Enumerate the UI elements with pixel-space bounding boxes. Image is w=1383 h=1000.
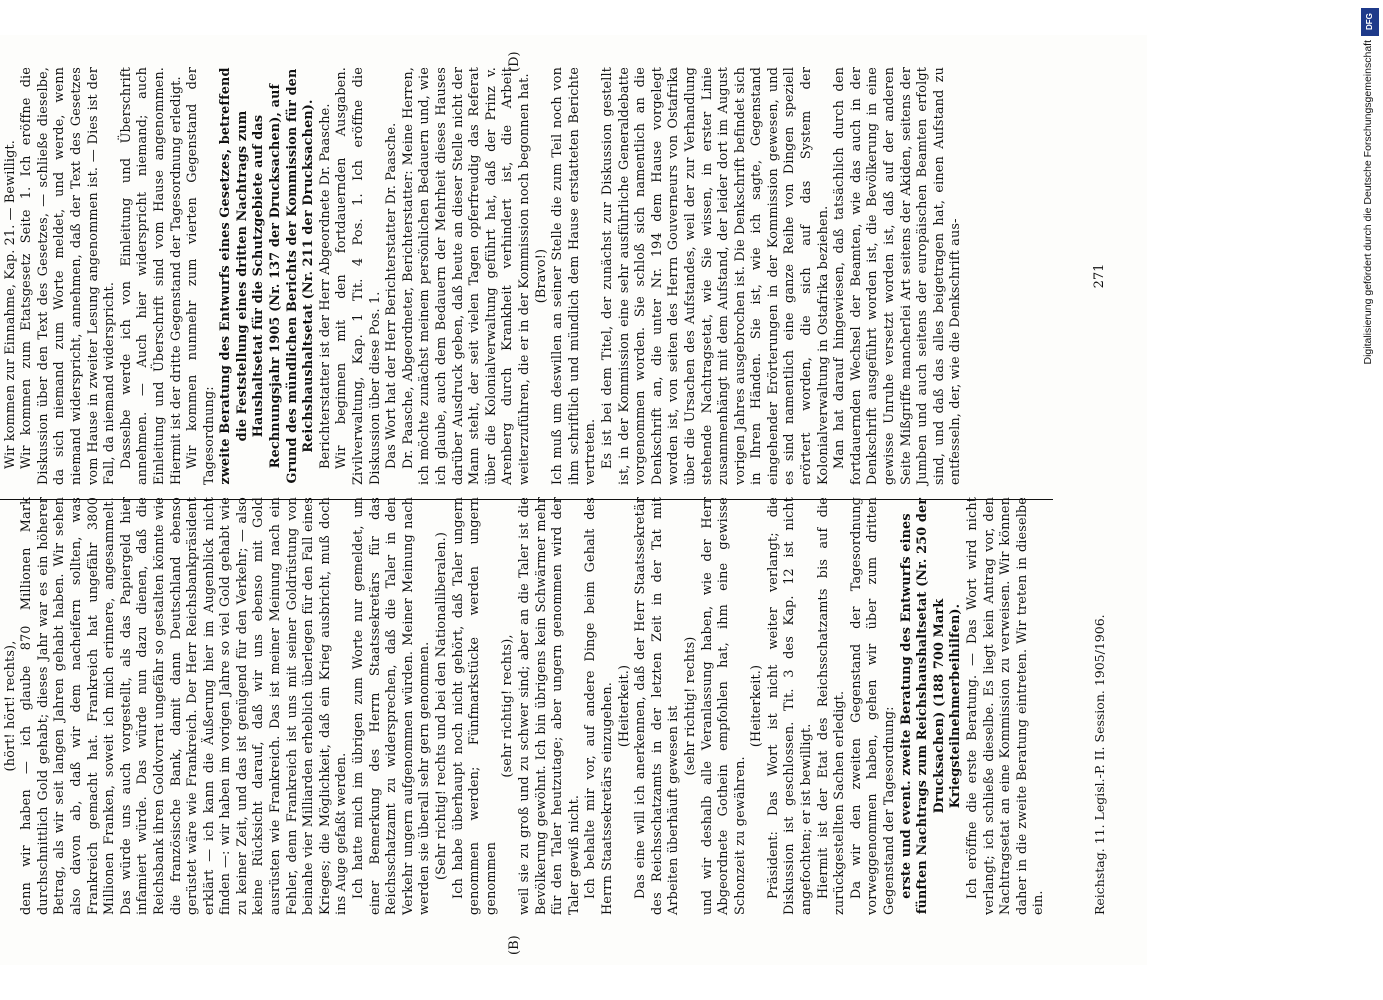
- funding-credit-text: Digitalisierung gefördert durch die Deutsche Forschungsgemeinschaft: [1362, 40, 1374, 365]
- paragraph: Dasselbe werde ich von Einleitung und Überschrift annehmen. — Auch hier widerspricht niemand; auch Einleitung und Überschrift sind vom Hause angenommen. Hiermit ist der dritte Gegenstand der Tagesordnung erledigt.: [118, 67, 184, 485]
- paragraph: Dr. Paasche, Abgeordneter, Berichterstatter: Meine Herren, ich möchte zunächst meinem persönlichen Bedauern und, wie ich glaube, auch dem Bedauern der Mehrheit dieses Hauses darüber Ausdruck geben, daß heute an dieser Stelle nicht der Mann steht, der seit vielen Tagen opferfreudig das Referat über die Kolonialverwaltung geführt hat, daß der Prinz v. Arenberg durch Krankheit verhindert ist, die Arbeit weiterzuführen, die er in der Kommission noch begonnen hat.: [400, 67, 532, 485]
- paragraph: Wir kommen zur Einnahme, Kap. 21. — Bewilligt.: [2, 139, 18, 469]
- paragraph: denn wir haben — ich glaube 870 Millionen Mark durchschnittlich Gold gehabt; dieses Jahr war es ein höherer Betrag, als wir seit langen Jahren gehabt haben. Wir sehen also davon ab, daß wir dem nacheifern sollten, was Frankreich gemacht hat. Frankreich hat ungefähr 3800 Millionen Franken, soweit ich mich erinnere, angesammelt. Das würde uns auch vorgestellt, als das Papiergeld hier infamiert würde. Das würde nun dazu dienen, daß die Reichsbank ihren Goldvorrat ungefähr so gestalten könnte wie die französische Bank, damit dann Deutschland ebenso gerüstet wäre wie Frankreich. Der Herr Reichsbankpräsident erklärt — ich kann die Äußerung hier im Augenblick nicht finden —: wir haben im vorigen Jahre so viel Gold gehabt wie zu keiner Zeit, und das ist genügend für den Verkehr; — also keine Rücksicht darauf, daß wir uns ebenso mit Gold ausrüsten wie Frankreich. Das ist meiner Meinung nach ein Fehler, denn Frankreich ist uns mit seiner Goldrüstung von beinahe vier Milliarden erheblich überlegen für den Fall eines Krieges; die Möglichkeit, daß ein Krieg ausbricht, muß doch ins Auge gefaßt werden.: [19, 497, 350, 915]
- margin-mark-d: (D): [507, 51, 522, 72]
- paragraph: Wir kommen nunmehr zum vierten Gegenstand der Tagesordnung:: [185, 67, 217, 485]
- interjection: (Heiterkeit.): [616, 664, 632, 748]
- paragraph: und wir deshalb alle Veranlassung haben, wie der Herr Abgeordnete Gothein empfohlen hat, ihm eine gewisse Schonzeit zu gewähren.: [699, 497, 748, 915]
- dfg-logo: DFG: [1361, 8, 1379, 36]
- interjection: (Bravo!): [533, 248, 549, 304]
- paragraph: Ich behalte mir vor, auf andere Dinge beim Gehalt des Herrn Staatssekretärs einzugehen.: [583, 497, 615, 915]
- margin-mark-b: (B): [507, 935, 522, 955]
- interjection: (hört! hört! rechts),: [2, 640, 18, 772]
- document-page: [0, 35, 1147, 965]
- paragraph: Das Wort hat der Herr Berichterstatter Dr. Paasche.: [384, 122, 400, 469]
- agenda-item: erste und event. zweite Beratung des Entwurfs eines fünften Nachtrags zum Reichshaushaltsetat (Nr. 250 der Drucksachen) (188 700 Mark Kriegsteilnehmerbeihilfen).: [898, 497, 964, 915]
- paragraph: Ich muß um deswillen an seiner Stelle die zum Teil noch von ihm schriftlich und mündlich dem Hause erstatteten Berichte vertreten.: [550, 67, 599, 485]
- interjection: (Sehr richtig! rechts und bei den Nationalliberalen.): [434, 532, 449, 880]
- paragraph: Hiermit ist der Etat des Reichsschatzamts bis auf die zurückgestellten Sachen erledigt.: [815, 497, 848, 915]
- paragraph: Berichterstatter ist der Herr Abgeordnete Dr. Paasche.: [317, 103, 333, 469]
- paragraph: Präsident: Das Wort ist nicht weiter verlangt; die Diskussion ist geschlossen. Tit. 3 des Kap. 12 ist nicht angefochten; er ist bewilligt.: [765, 497, 815, 915]
- paragraph: Da wir den zweiten Gegenstand der Tagesordnung vorweggenommen haben, gehen wir über zum dritten Gegenstand der Tagesordnung:: [848, 497, 898, 915]
- paragraph: Es ist bei dem Titel, der zunächst zur Diskussion gestellt ist, in der Kommission eine sehr ausführliche Generaldebatte vorgenommen worden. Sie schloß sich namentlich an die Denkschrift an, die unter Nr. 194 dem Hause vorgelegt worden ist, von seiten des Herrn Gouverneurs von Ostafrika über die Ursachen des Aufstandes, weil der zur Verhandlung stehende Nachtragsetat, wie Sie wissen, in erster Linie zusammenhängt mit dem Aufstand, der leider dort im August vorigen Jahres ausgebrochen ist. Die Denkschrift befindet sich in Ihren Händen. Sie ist, wie ich sagte, Gegenstand eingehender Erörterungen in der Kommission gewesen, und es sind namentlich eine ganze Reihe von Dingen speziell erörtert worden, die sich auf das System der Kolonialverwaltung in Ostafrika beziehen.: [599, 67, 831, 485]
- paragraph: Ich hatte mich im übrigen zum Worte nur gemeldet, um einer Bemerkung des Herrn Staatssekretärs für das Reichsschatzamt zu widersprechen, daß die Taler in den Verkehr ungern aufgenommen würden. Meiner Meinung nach werden sie überall sehr gern genommen.: [351, 497, 433, 915]
- footer-session: Reichstag. 11. Legisl.-P. II. Session. 1905/1906.: [1092, 614, 1107, 915]
- paragraph: Das eine will ich anerkennen, daß der Herr Staatssekretär des Reichsschatzamts in der letzten Zeit in der Tat mit Arbeiten überhäuft gewesen ist: [633, 497, 682, 915]
- left-column: [0, 497, 1048, 915]
- footer-sheet-number: 271: [1092, 263, 1107, 289]
- column-divider: [0, 499, 1053, 500]
- right-column: [0, 67, 965, 485]
- paragraph: Man hat darauf hingewiesen, daß tatsächlich durch den fortdauernden Wechsel der Beamten, wie das auch in der Denkschrift ausgeführt worden ist, die Bevölkerung in eine gewisse Unruhe versetzt worden ist, daß auf der anderen Seite Mißgriffe mancherlei Art seitens der Akiden, seitens der Jumben und auch seitens der europäischen Beamten erfolgt sind, und daß das alles beigetragen hat, einen Aufstand zu entfesseln, der, wie die Denkschrift aus-: [832, 67, 964, 485]
- agenda-item: zweite Beratung des Entwurfs eines Gesetzes, betreffend die Feststellung eines dritten Nachtrags zum Haushaltsetat für die Schutzgebiete auf das Rechnungsjahr 1905 (Nr. 137 der Drucksachen), auf Grund des mündlichen Berichts der Kommission für den Reichshaushaltsetat (Nr. 211 der Drucksachen).: [218, 67, 317, 485]
- paragraph: Ich eröffne die erste Beratung. — Das Wort wird nicht verlangt; ich schließe dieselbe. Es liegt kein Antrag vor, den Nachtragsetat an eine Kommission zu verweisen. Wir können daher in die zweite Beratung eintreten. Wir treten in dieselbe ein.: [965, 497, 1047, 915]
- dfg-credit: [1360, 8, 1380, 708]
- interjection: (Heiterkeit.): [749, 664, 765, 748]
- paragraph: Wir beginnen mit den fortdauernden Ausgaben. Zivilverwaltung, Kap. 1 Tit. 4 Pos. 1. Ich eröffne die Diskussion über diese Pos. 1.: [334, 67, 383, 485]
- interjection: (sehr richtig! rechts): [682, 636, 698, 776]
- paragraph: weil sie zu groß und zu schwer sind; aber an die Taler ist die Bevölkerung gewöhnt. Ich bin übrigens kein Schwärmer mehr für den Taler heutzutage; aber ungern genommen wird der Taler gewiß nicht.: [516, 497, 582, 915]
- interjection: (sehr richtig! rechts),: [500, 634, 516, 778]
- paragraph: Wir kommen zum Etatsgesetz Seite 1. Ich eröffne die Diskussion über den Text des Gesetzes, — schließe dieselbe, da sich niemand zum Worte meldet, und werde, wenn niemand widerspricht, annehmen, daß der Text des Gesetzes vom Hause in zweiter Lesung angenommen ist. — Dies ist der Fall, da niemand widerspricht.: [19, 67, 118, 485]
- paragraph: Ich habe überhaupt noch nicht gehört, daß Taler ungern genommen werden; Fünfmarkstücke werden ungern genommen: [450, 497, 499, 915]
